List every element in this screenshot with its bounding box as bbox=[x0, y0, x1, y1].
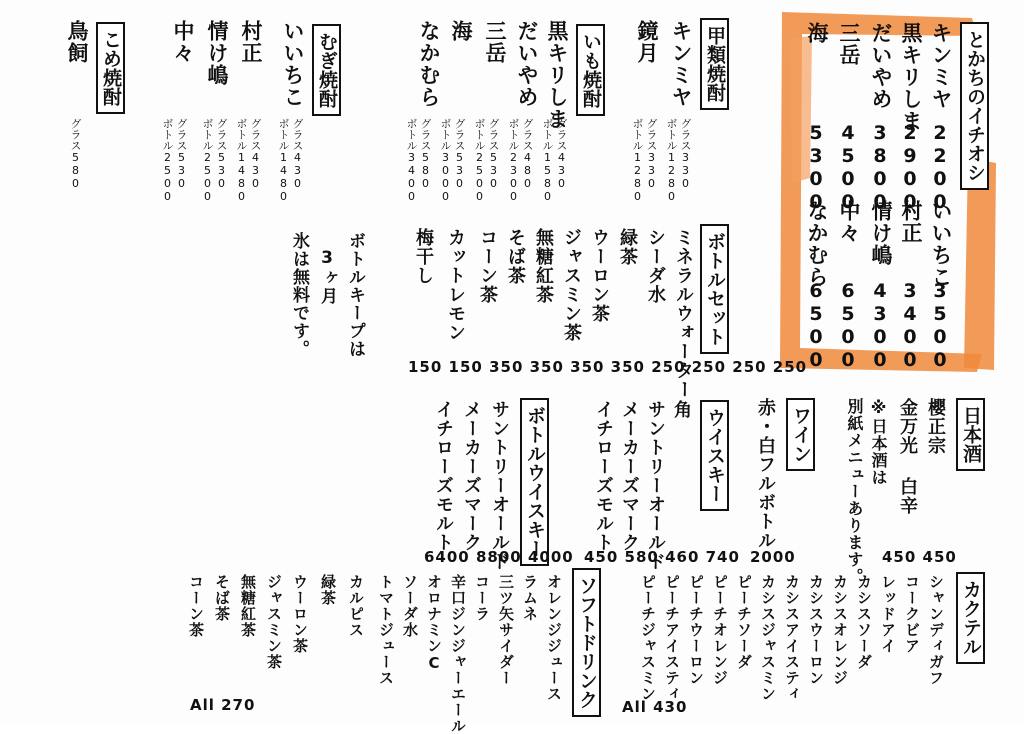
imo-size: ボトル3000 bbox=[439, 118, 452, 203]
koshu-item: キンミヤ bbox=[669, 20, 693, 108]
mugi-item: 村正 bbox=[239, 20, 263, 64]
imo-size: ボトル1580 bbox=[541, 118, 554, 203]
whisky-header: ウイスキー bbox=[700, 400, 729, 511]
soft-drink-item: 三ツ矢サイダー bbox=[497, 574, 515, 686]
recommend-item: 情け嶋 bbox=[869, 200, 893, 266]
cocktail-item: ピーチソーダ bbox=[735, 574, 753, 670]
soft-drink-item: オロナミンC bbox=[425, 574, 443, 673]
bottle-set-item: 緑茶 bbox=[617, 228, 638, 266]
kome-size: グラス580 bbox=[69, 118, 82, 190]
recommend-price: 2200 bbox=[929, 122, 951, 214]
imo-item: 黒キリしま bbox=[545, 20, 569, 130]
bottle-set-item: そば茶 bbox=[505, 228, 526, 285]
nihonshu-prices: 450 450 bbox=[882, 548, 957, 566]
imo-item: 三岳 bbox=[483, 20, 507, 64]
recommend-price: 3800 bbox=[869, 122, 891, 214]
bottle-set-item: 梅干し bbox=[413, 228, 434, 285]
cocktail-header: カクテル bbox=[956, 572, 985, 664]
recommend-price: 4300 bbox=[869, 280, 891, 372]
bottle-set-item: 無糖紅茶 bbox=[533, 228, 554, 304]
recommend-item: いいちこ bbox=[929, 200, 953, 288]
recommend-item: 三岳 bbox=[837, 22, 861, 66]
cocktail-item: カシスウーロン bbox=[807, 574, 825, 686]
cocktail-item: カシスオレンジ bbox=[831, 574, 849, 686]
koshu-item: 鏡月 bbox=[635, 20, 659, 64]
mugi-item: いいちこ bbox=[281, 20, 305, 108]
soft-drink-item: 緑茶 bbox=[319, 574, 337, 606]
recommend-price: 3400 bbox=[899, 280, 921, 372]
cocktail-item: カシスソーダ bbox=[855, 574, 873, 670]
recommend-price: 2900 bbox=[899, 122, 921, 214]
wine-price: 2000 bbox=[750, 548, 796, 566]
wine-header: ワイン bbox=[786, 398, 815, 471]
imo-size: ボトル2500 bbox=[473, 118, 486, 203]
nihonshu-note: ※日本酒は bbox=[869, 398, 888, 486]
mugi-size: ボトル2500 bbox=[161, 118, 174, 203]
mugi-header: むぎ焼酎 bbox=[312, 24, 341, 116]
nihonshu-item: 金万光 白辛 bbox=[897, 398, 918, 515]
soft-drink-item: ソーダ水 bbox=[401, 574, 419, 638]
cocktail-item: ピーチアイスティ bbox=[663, 574, 681, 702]
recommend-item: なかむら bbox=[805, 200, 829, 288]
bottle-whisky-item: イチローズモルト bbox=[433, 400, 454, 552]
imo-size: グラス580 bbox=[419, 118, 432, 190]
koshu-header: 甲類焼酎 bbox=[700, 18, 729, 110]
kome-header: こめ焼酎 bbox=[96, 22, 125, 114]
bottle-set-item: コーン茶 bbox=[477, 228, 498, 304]
bottle-set-item: ミネラルウォーター bbox=[673, 228, 694, 399]
cocktail-item: カシスアイスティ bbox=[783, 574, 801, 702]
soft-drink-item: ラムネ bbox=[521, 574, 539, 622]
mugi-size: ボトル2500 bbox=[201, 118, 214, 203]
whisky-item: メーカーズマーク bbox=[619, 400, 640, 552]
bottle-whisky-item: メーカーズマーク bbox=[461, 400, 482, 552]
whisky-item: イチローズモルト bbox=[593, 400, 614, 552]
bottle-set-item: シーダ水 bbox=[645, 228, 666, 304]
soft-drink-item: ジャスミン茶 bbox=[265, 574, 283, 670]
whisky-prices: 450 580 460 740 bbox=[584, 548, 740, 566]
koshu-size: グラス330 bbox=[645, 118, 658, 190]
soft-drink-item: カルピス bbox=[347, 574, 365, 638]
soft-drink-item: コーン茶 bbox=[187, 574, 205, 638]
soft-drink-item: 辛口ジンジャーエール bbox=[449, 574, 467, 734]
koshu-size: ボトル1280 bbox=[631, 118, 644, 203]
cocktail-item: カシスジャスミン bbox=[759, 574, 777, 702]
recommend-item: 村正 bbox=[899, 200, 923, 244]
cocktail-price: All 430 bbox=[622, 698, 688, 716]
koshu-size: ボトル1280 bbox=[665, 118, 678, 203]
recommend-price: 6500 bbox=[805, 280, 827, 372]
mugi-size: グラス430 bbox=[291, 118, 304, 190]
recommend-item: 中々 bbox=[837, 200, 861, 244]
cocktail-item: コークビア bbox=[903, 574, 921, 654]
kome-item: 鳥飼 bbox=[65, 20, 89, 64]
mugi-size: ボトル1480 bbox=[277, 118, 290, 203]
recommend-price: 6500 bbox=[837, 280, 859, 372]
bottle-note-line: 3ヶ月 bbox=[317, 248, 337, 305]
soft-drink-item: オレンジジュース bbox=[545, 574, 563, 702]
recommend-header: とかちのイチオシ bbox=[960, 22, 989, 190]
recommend-price: 5300 bbox=[805, 122, 827, 214]
imo-item: なかむら bbox=[417, 20, 441, 108]
cocktail-item: ピーチオレンジ bbox=[711, 574, 729, 686]
imo-item: だいやめ bbox=[515, 20, 539, 108]
nihonshu-item: 櫻正宗 bbox=[925, 398, 946, 455]
bottle-set-item: ウーロン茶 bbox=[589, 228, 610, 323]
cocktail-item: ピーチジャスミン bbox=[639, 574, 657, 702]
nihonshu-header: 日本酒 bbox=[956, 398, 985, 471]
bottle-set-item: ジャスミン茶 bbox=[561, 228, 582, 342]
soft-drink-price: All 270 bbox=[190, 696, 256, 714]
bottle-set-header: ボトルセット bbox=[700, 224, 729, 354]
recommend-item: 海 bbox=[805, 22, 829, 44]
imo-size: ボトル3400 bbox=[405, 118, 418, 203]
mugi-item: 情け嶋 bbox=[205, 20, 229, 86]
mugi-size: グラス530 bbox=[175, 118, 188, 190]
recommend-price: 4500 bbox=[837, 122, 859, 214]
whisky-item: 角 bbox=[671, 400, 692, 419]
recommend-item: 黒キリしま bbox=[899, 22, 923, 132]
imo-size: グラス530 bbox=[453, 118, 466, 190]
imo-size: グラス480 bbox=[521, 118, 534, 190]
bottle-whisky-header: ボトルウイスキー bbox=[520, 398, 549, 566]
recommend-item: キンミヤ bbox=[929, 22, 953, 110]
soft-drink-item: トマトジュース bbox=[377, 574, 395, 686]
bottle-note-line: ボトルキープは bbox=[345, 232, 365, 358]
bottle-whisky-prices: 6400 8800 4000 bbox=[424, 548, 574, 566]
nihonshu-note: 別紙メニューあります。 bbox=[845, 398, 864, 585]
imo-item: 海 bbox=[449, 20, 473, 42]
mugi-size: グラス430 bbox=[249, 118, 262, 190]
wine-item: 赤・白フルボトル bbox=[755, 398, 776, 550]
imo-size: グラス530 bbox=[487, 118, 500, 190]
whisky-item: サントリーオールド bbox=[645, 400, 666, 571]
bottle-whisky-item: サントリーオールド bbox=[489, 400, 510, 571]
bottle-set-prices: 150 150 350 350 350 350 250 250 250 250 bbox=[408, 358, 808, 376]
soft-drink-item: 無糖紅茶 bbox=[239, 574, 257, 638]
cocktail-item: レッドアイ bbox=[879, 574, 897, 654]
soft-drink-header: ソフトドリンク bbox=[572, 568, 601, 717]
mugi-size: グラス530 bbox=[215, 118, 228, 190]
recommend-item: だいやめ bbox=[869, 22, 893, 110]
recommend-price: 3500 bbox=[929, 280, 951, 372]
imo-header: いも焼酎 bbox=[576, 24, 605, 116]
mugi-size: ボトル1480 bbox=[235, 118, 248, 203]
cocktail-item: シャンディガフ bbox=[927, 574, 945, 686]
koshu-size: グラス330 bbox=[679, 118, 692, 190]
cocktail-item: ピーチウーロン bbox=[687, 574, 705, 686]
imo-size: グラス430 bbox=[555, 118, 568, 190]
soft-drink-item: コーラ bbox=[473, 574, 491, 622]
bottle-set-item: カットレモン bbox=[445, 228, 466, 342]
soft-drink-item: ウーロン茶 bbox=[291, 574, 309, 654]
mugi-item: 中々 bbox=[171, 20, 195, 64]
soft-drink-item: そば茶 bbox=[213, 574, 231, 622]
bottle-note-line: 氷は無料です。 bbox=[289, 232, 309, 358]
imo-size: ボトル2300 bbox=[507, 118, 520, 203]
